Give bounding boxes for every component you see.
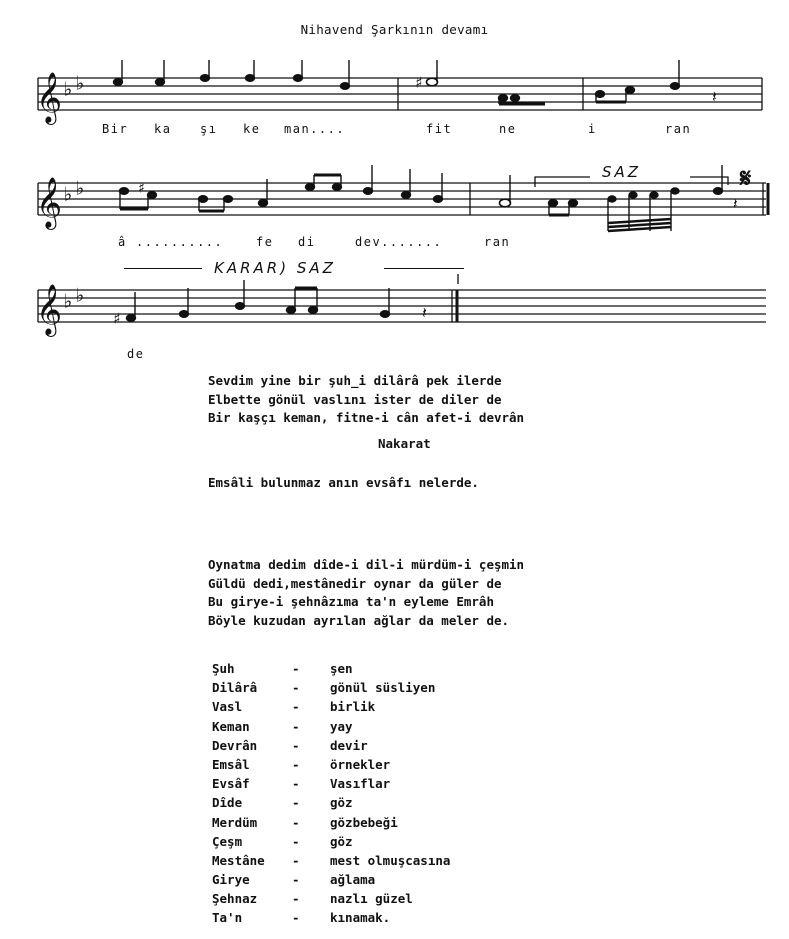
svg-text:♭: ♭ bbox=[62, 289, 75, 313]
svg-text:♯: ♯ bbox=[414, 73, 424, 92]
svg-text:♭: ♭ bbox=[74, 176, 87, 200]
verse-line: Oynatma dedim dîde-i dil-i mürdüm-i çeşmin bbox=[208, 557, 525, 572]
svg-text:♭: ♭ bbox=[74, 283, 87, 307]
karar-saz-label: KARAR) SAZ bbox=[124, 259, 464, 279]
music-staff-line-2 bbox=[0, 165, 789, 235]
lyric-line-2: â .......... fe di dev....... ran bbox=[118, 235, 511, 249]
nakarat-line: Emsâli bulunmaz anın evsâfı nelerde. bbox=[208, 475, 479, 490]
svg-text:♭: ♭ bbox=[62, 77, 75, 101]
page-title: Nihavend Şarkının devamı bbox=[300, 22, 489, 37]
svg-text:𝄽: 𝄽 bbox=[712, 87, 717, 106]
verse-line: Böyle kuzudan ayrılan ağlar da meler de. bbox=[208, 612, 510, 628]
svg-text:♭: ♭ bbox=[62, 182, 75, 206]
treble-clef-icon: 𝄞 bbox=[36, 177, 63, 228]
svg-text:𝄽: 𝄽 bbox=[733, 195, 738, 213]
svg-text:♯: ♯ bbox=[112, 309, 122, 328]
music-staff-line-1 bbox=[0, 60, 789, 130]
lyric-line-1: Bir ka şı ke man.... fit ne i ran bbox=[102, 122, 692, 136]
treble-clef-icon: 𝄞 bbox=[36, 284, 63, 335]
verse-line: Güldü dedi,mestânedir oynar da güler de bbox=[208, 575, 502, 591]
svg-text:♭: ♭ bbox=[74, 71, 87, 95]
verse-line: Elbette gönül vaslını ister de diler de bbox=[208, 391, 502, 407]
saz-label: SAZ bbox=[602, 163, 642, 181]
verse-2 bbox=[208, 556, 524, 630]
segno-icon: 𝄋 bbox=[740, 165, 752, 194]
nakarat-heading: Nakarat bbox=[378, 436, 431, 451]
verse-1 bbox=[208, 372, 524, 428]
verse-line: Sevdim yine bir şuh_i dilârâ pek ilerde bbox=[208, 373, 502, 388]
verse-line: Bir kaşçı keman, fitne-i cân afet-i devrân bbox=[208, 410, 525, 425]
svg-text:𝄽: 𝄽 bbox=[422, 303, 427, 322]
verse-line: Bu girye-i şehnâzıma ta'n eyleme Emrâh bbox=[208, 594, 494, 609]
svg-text:♯: ♯ bbox=[137, 179, 147, 197]
treble-clef-icon: 𝄞 bbox=[36, 72, 63, 123]
music-staff-line-3 bbox=[0, 272, 789, 342]
lyric-line-3: de bbox=[127, 347, 145, 361]
